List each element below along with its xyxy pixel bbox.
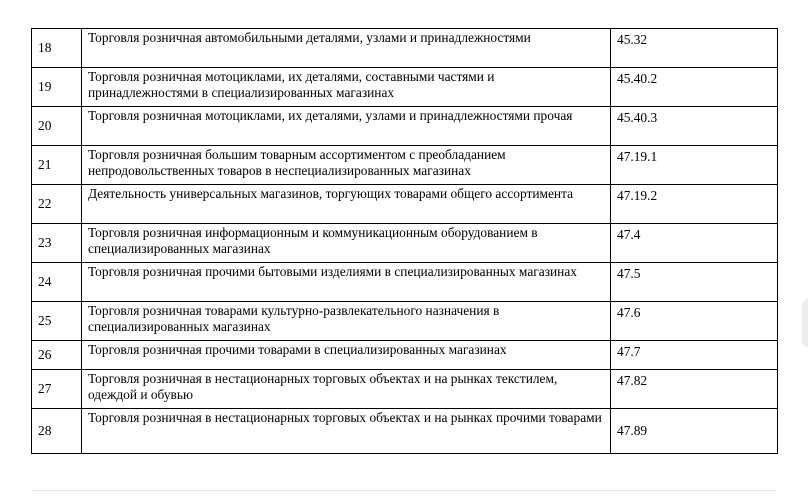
row-number: 25 [32,302,82,341]
table-body [32,29,778,454]
row-number: 18 [32,29,82,68]
table-row [32,302,778,341]
table-row [32,185,778,224]
okved-code: 45.32 [611,29,778,68]
okved-code: 47.7 [611,341,778,370]
row-number: 24 [32,263,82,302]
okved-code: 45.40.3 [611,107,778,146]
table-row [32,68,778,107]
okved-code: 47.4 [611,224,778,263]
okved-code: 45.40.2 [611,68,778,107]
activity-name: Деятельность универсальных магазинов, торгующих товарами общего ассортимента [82,185,611,224]
okved-code: 47.19.2 [611,185,778,224]
table-row [32,263,778,302]
activity-name: Торговля розничная в нестационарных торговых объектах и на рынках текстилем, одеждой и обувью [82,370,611,409]
activity-name: Торговля розничная прочими товарами в специализированных магазинах [82,341,611,370]
row-number: 19 [32,68,82,107]
row-number: 26 [32,341,82,370]
table-row [32,370,778,409]
okved-code: 47.82 [611,370,778,409]
row-number: 28 [32,409,82,454]
table-row [32,409,778,454]
table-row [32,29,778,68]
row-number: 20 [32,107,82,146]
activity-name: Торговля розничная большим товарным ассортиментом с преобладанием непродовольственных товаров в неспециализированных магазинах [82,146,611,185]
activity-name: Торговля розничная информационным и коммуникационным оборудованием в специализированных магазинах [82,224,611,263]
table-row [32,107,778,146]
row-number: 27 [32,370,82,409]
row-number: 22 [32,185,82,224]
okved-code: 47.19.1 [611,146,778,185]
activity-name: Торговля розничная мотоциклами, их деталями, узлами и принадлежностями прочая [82,107,611,146]
activity-name: Торговля розничная в нестационарных торговых объектах и на рынках прочими товарами [82,409,611,454]
scroll-edge-handle [802,298,808,348]
row-number: 23 [32,224,82,263]
row-number: 21 [32,146,82,185]
activity-name: Торговля розничная автомобильными деталями, узлами и принадлежностями [82,29,611,68]
page-divider [31,490,777,491]
okved-code: 47.5 [611,263,778,302]
table-row [32,146,778,185]
table-row [32,341,778,370]
activity-name: Торговля розничная мотоциклами, их деталями, составными частями и принадлежностями в специализированных магазинах [82,68,611,107]
activity-name: Торговля розничная товарами культурно-развлекательного назначения в специализированных магазинах [82,302,611,341]
activity-codes-table [31,28,778,454]
okved-code: 47.89 [611,409,778,454]
okved-code: 47.6 [611,302,778,341]
table-row [32,224,778,263]
activity-name: Торговля розничная прочими бытовыми изделиями в специализированных магазинах [82,263,611,302]
